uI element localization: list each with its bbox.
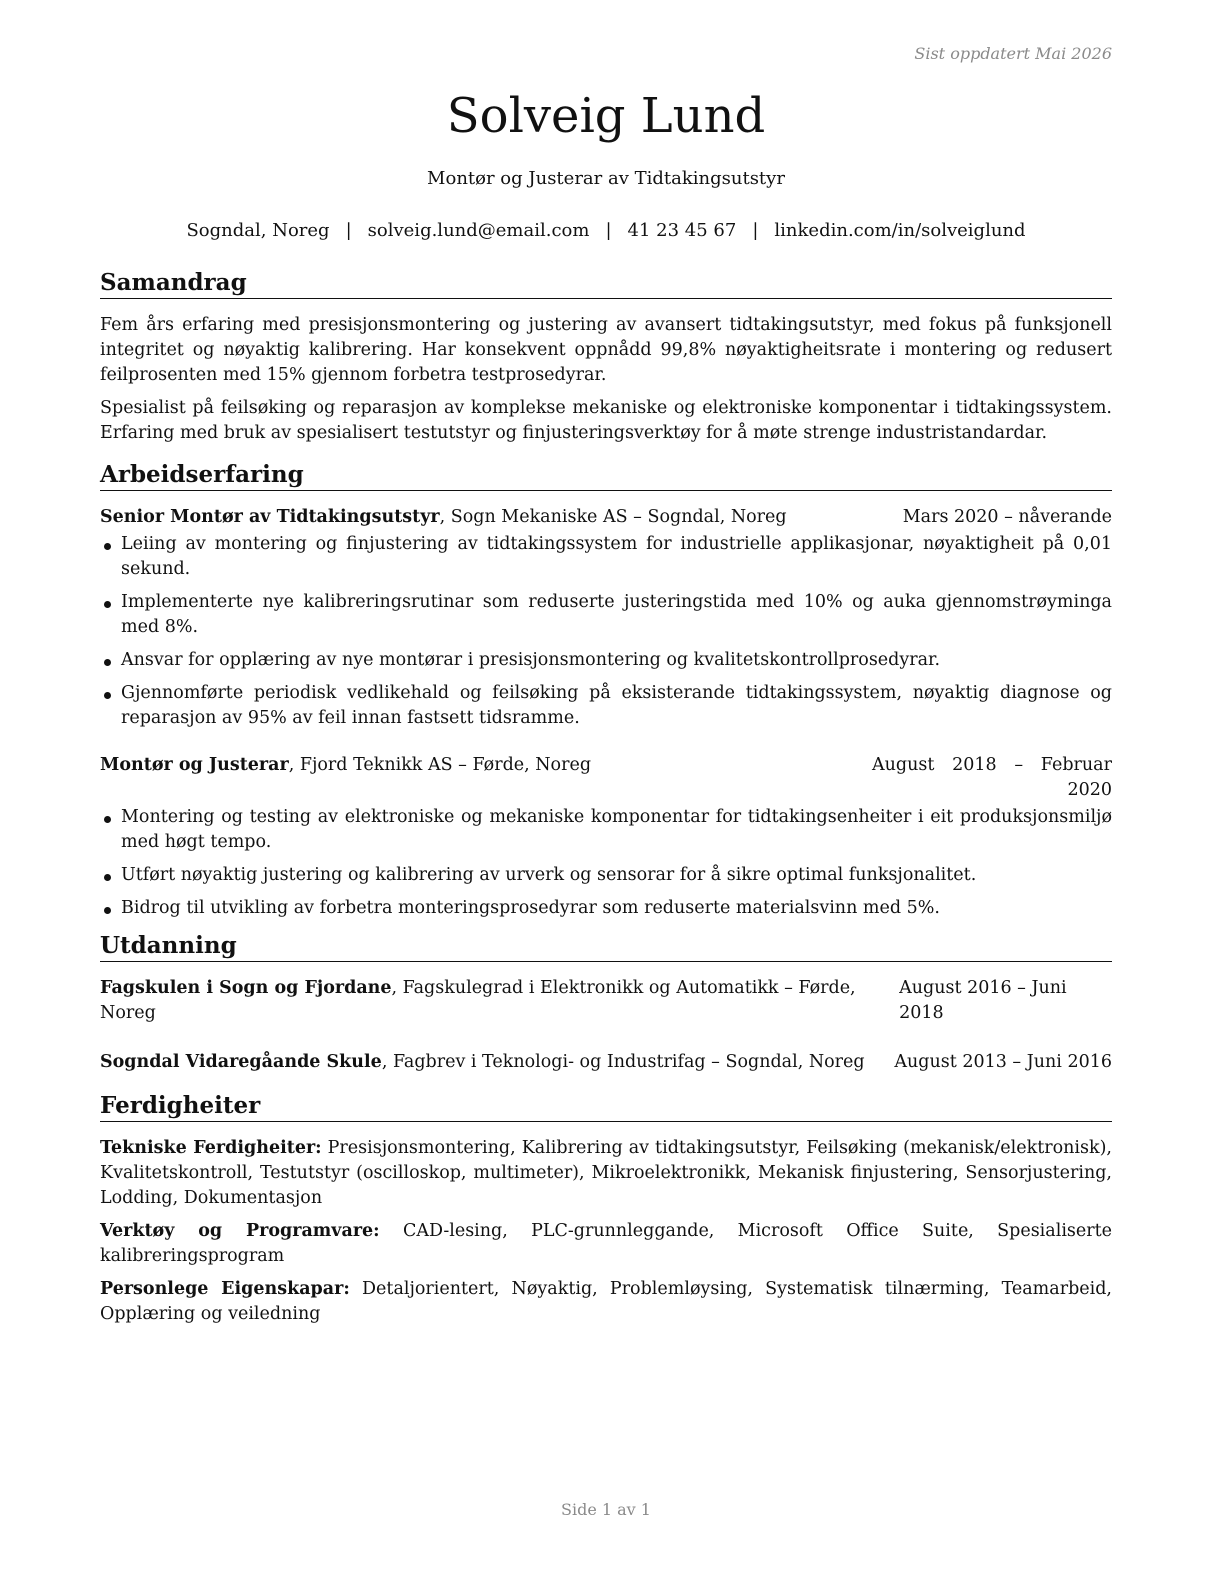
job-entry [100,505,1112,731]
job-company: , Sogn Mekaniske AS – Sogndal, Noreg [439,507,787,527]
education-entry [100,1050,1112,1075]
skill-text: CAD-lesing, PLC-grunnleggande, Microsoft Office Suite, Spesialiserte kalibreringsprogram [100,1221,1113,1266]
contact-phone: 41 23 45 67 [627,220,737,241]
contact-line [100,218,1112,244]
summary-section [100,268,1112,446]
summary-paragraph: Fem års erfaring med presisjonsmontering og justering av avansert tidtakingsutstyr, med fokus på funksjonell integritet og nøyaktig kalibrering. Har konsekvent oppnådd 99,8% nøyaktigheitsrate i montering og redusert feilprosenten med 15% gjennom forbetra testprosedyrar. [100,315,1112,385]
job-bullet: Gjennomførte periodisk vedlikehald og feilsøking på eksisterande tidtakingssystem, nøyaktig diagnose og reparasjon av 95% av feil innan fastsett tidsramme. [100,681,1112,731]
resume-page [100,0,1112,1584]
skill-text: Detaljorientert, Nøyaktig, Problemløysing, Systematisk tilnærming, Teamarbeid, Opplæring og veiledning [100,1279,1112,1324]
contact-separator: | [605,220,612,241]
education-detail: , Fagbrev i Teknologi- og Industrifag – Sogndal, Noreg [381,1052,865,1072]
skill-text: Presisjonsmontering, Kalibrering av tidtakingsutstyr, Feilsøking (mekanisk/elektronisk), Kvalitetskontroll, Testutstyr (oscilloskop, multimeter), Mikroelektronikk, Mekanisk finjustering, Sensorjustering, Lodding, Dokumentasjon [100,1138,1112,1208]
education-school: Sogndal Vidaregåande Skule [100,1052,382,1072]
job-role: Senior Montør av Tidtakingsutstyr [100,507,440,527]
skill-group [100,1136,1112,1211]
education-date: August 2013 – Juni 2016 [894,1052,1112,1072]
job-title: Montør og Justerar av Tidtakingsutstyr [427,168,785,189]
job-bullet: Leiing av montering og finjustering av tidtakingssystem for industrielle applikasjonar, nøyaktigheit på 0,01 sekund. [100,532,1112,582]
education-date: August 2016 – Juni 2018 [899,978,1067,1023]
job-company: , Fjord Teknikk AS – Førde, Noreg [288,755,592,775]
section-title-summary: Samandrag [100,268,1112,299]
resume-content [100,268,1112,1335]
education-school: Fagskulen i Sogn og Fjordane [100,978,392,998]
experience-section [100,460,1112,921]
education-detail: , Fagskulegrad i Elektronikk og Automatikk – Førde, Noreg [100,978,856,1023]
education-section [100,931,1112,1075]
job-date: Mars 2020 – nåverande [902,507,1112,527]
section-title-skills: Ferdigheiter [100,1091,1112,1122]
contact-location: Sogndal, Noreg [186,220,330,241]
job-date: August 2018 – Februar 2020 [872,755,1112,800]
education-school-detail [100,976,899,1026]
contact-linkedin[interactable]: linkedin.com/in/solveiglund [774,220,1026,241]
person-name: Solveig Lund [446,88,766,144]
job-role-company [100,753,591,803]
job-header [100,505,1112,530]
job-header [100,753,1112,803]
contact-separator: | [752,220,759,241]
skills-section [100,1091,1112,1327]
job-bullets [100,805,1112,921]
job-bullet: Montering og testing av elektroniske og mekaniske komponentar for tidtakingsenheiter i eit produksjonsmiljø med høgt tempo. [100,805,1112,855]
job-bullet: Implementerte nye kalibreringsrutinar som reduserte justeringstida med 10% og auka gjennomstrøyminga med 8%. [100,590,1112,640]
education-entry [100,976,1112,1026]
page-number: Side 1 av 1 [561,1500,651,1519]
job-entry [100,753,1112,921]
skill-group [100,1277,1112,1327]
job-role-company [100,505,787,530]
skill-label: Personlege Eigenskapar: [100,1279,350,1299]
skill-label: Tekniske Ferdigheiter: [100,1138,322,1158]
contact-email[interactable]: solveig.lund@email.com [367,220,590,241]
job-bullets [100,532,1112,731]
job-bullet: Bidrog til utvikling av forbetra monteringsprosedyrar som reduserte materialsvinn med 5%. [100,896,1112,921]
job-role: Montør og Justerar [100,755,289,775]
skill-label: Verktøy og Programvare: [100,1221,380,1241]
education-school-detail [100,1050,865,1075]
section-title-experience: Arbeidserfaring [100,460,1112,491]
last-updated: Sist oppdatert Mai 2026 [914,44,1112,63]
section-title-education: Utdanning [100,931,1112,962]
job-bullet: Utført nøyaktig justering og kalibrering av urverk og sensorar for å sikre optimal funksjonalitet. [100,863,1112,888]
job-bullet: Ansvar for opplæring av nye montørar i presisjonsmontering og kvalitetskontrollprosedyrar. [100,648,1112,673]
contact-separator: | [345,220,352,241]
summary-paragraph: Spesialist på feilsøking og reparasjon av komplekse mekaniske og elektroniske komponentar i tidtakingssystem. Erfaring med bruk av spesialisert testutstyr og finjusteringsverktøy for å møte strenge industristandardar. [100,398,1112,443]
skill-group [100,1219,1112,1269]
